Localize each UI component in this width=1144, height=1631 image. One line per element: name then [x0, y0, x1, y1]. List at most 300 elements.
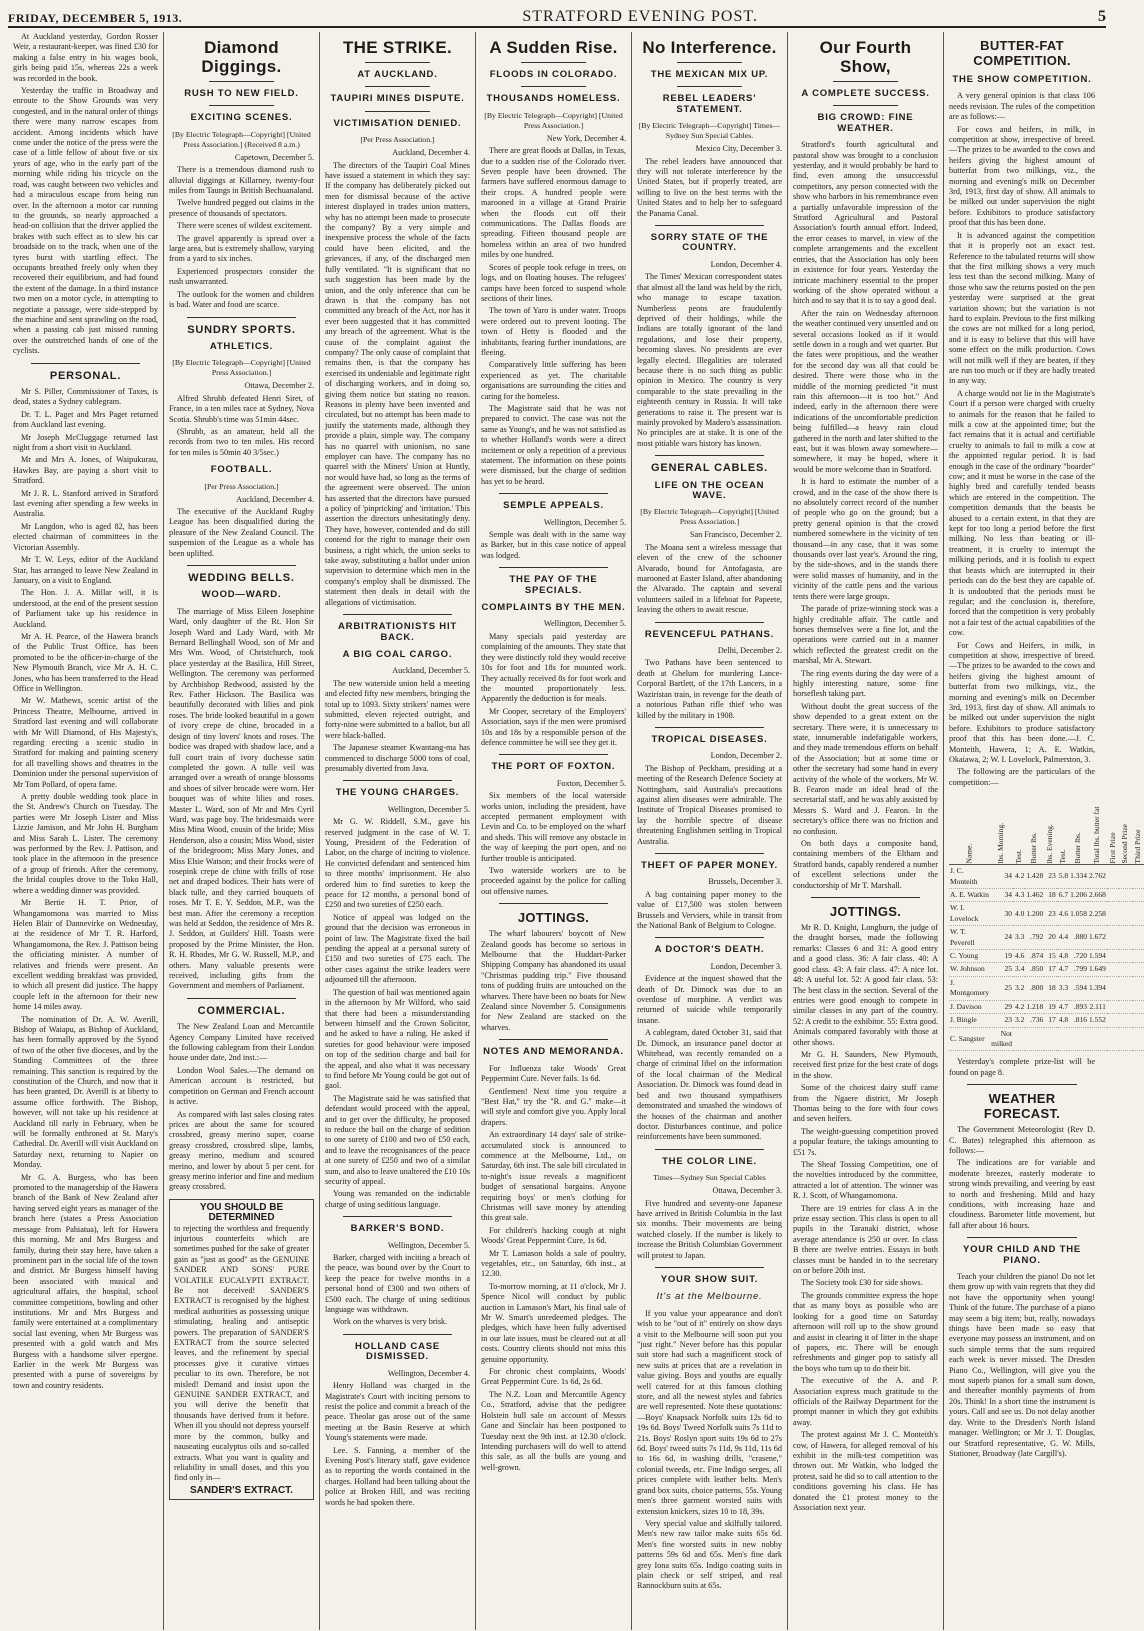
paragraph: For Influenza take Woods' Great Peppermint Cure. Never fails. 1s 6d.	[481, 1063, 626, 1084]
paragraph: On both days a composite band, containing members of the Eltham and Stratford bands, capably rendered a number of excellent selections under the conductorship of Mr T. Marshall.	[793, 839, 938, 890]
suit-heading: YOUR SHOW SUIT.	[660, 1273, 759, 1285]
table-column-header: lbs. Morning.	[990, 792, 1013, 865]
flood-credit: [By Electric Telegraph—Copyright] [United Press Association.]	[484, 110, 623, 130]
table-cell: .880	[1069, 926, 1088, 950]
table-cell: 1.058	[1069, 902, 1088, 926]
mex-dateline: Mexico City, December 3.	[695, 144, 782, 154]
jottings-heading: JOTTINGS.	[517, 910, 590, 926]
paragraph: The executive of the A. and P. Association express much gratitude to the officials of the Railway Department for the prompt manner in which they got exhibits away.	[793, 1376, 938, 1427]
mex-credit: [By Electric Telegraph—Copyright] Times—Sydney Sun Special Cables.	[638, 121, 781, 141]
table-column-header: Test.	[1013, 792, 1025, 865]
table-column-header: Butter lbs.	[1025, 792, 1044, 865]
table-cell: 34	[990, 865, 1013, 889]
table-cell: .594	[1069, 976, 1088, 1000]
table-cell	[1119, 926, 1131, 950]
flood-dateline: New York, December 4.	[546, 133, 626, 143]
masthead	[8, 4, 1106, 28]
table-cell	[1132, 889, 1144, 902]
paragraph: Two waterside workers are to be proceeded against by the police for calling out offensive names.	[481, 866, 626, 896]
table-cell: .800	[1025, 976, 1044, 1000]
paragraph: The Bishop of Peckham, presiding at a meeting of the Research Defence Society at Nottingham, said Australia's precautions against alien diseases were admirable. The Institute of Tropical Diseases promised to lay the horrible spectre of disease threatening Englishmen settling in Tropical Australia.	[637, 763, 782, 846]
strike-dateline: Auckland, December 4.	[392, 148, 470, 158]
table-cell: 2.668	[1088, 889, 1107, 902]
table-cell	[1132, 950, 1144, 963]
paragraph: Mr S. Piller, Commissioner of Taxes, is dead, states a Sydney cablegram.	[13, 387, 158, 407]
table-cell: 2.111	[1088, 1000, 1107, 1013]
young-dateline: Wellington, December 5.	[387, 804, 470, 814]
wedding-sub: WOOD—WARD.	[201, 589, 282, 601]
doctor-heading: A DOCTOR'S DEATH.	[654, 944, 765, 956]
table-cell: 2.258	[1088, 902, 1107, 926]
sub-homeless: THOUSANDS HOMELESS.	[486, 93, 621, 105]
table-header	[949, 792, 1144, 865]
paragraph: Comparatively little suffering has been experienced as yet. The charitable organisations are surrounding the cities and caring for the homeless.	[481, 360, 626, 401]
paragraph: There are great floods at Dallas, in Texas, due to a sudden rise of the Colorado river. Seven people have been drowned. The farmers have suffered enormous damage to their crops. A hundred people were marooned in a village at Grand Prairie when the floods cut off their communications. The Dallas floods are spreading. Fifteen thousand people are homeless within an area of two hundred miles by one hundred.	[481, 146, 626, 260]
sorry-story	[637, 272, 782, 449]
table-cell: .720	[1069, 950, 1088, 963]
paragraph: Lee. S. Fanning, a member of the Evening Post's literary staff, gave evidence as to reporting the words contained in the charges. Holland had been talking about the police at Broken Hill, and was reciting words he had spoken there.	[325, 1445, 470, 1507]
athletics-credit: [By Electric Telegraph—Copyright] [United Press Association.]	[172, 358, 311, 378]
sub-auckland: AT AUCKLAND.	[357, 69, 438, 80]
paragraph: Mr T. W. Leys, editor of the Auckland Star, has arranged to leave New Zealand in January, on a visit to England.	[13, 555, 158, 585]
table-cell: 6.7	[1057, 889, 1069, 902]
table-cell: 25	[990, 976, 1013, 1000]
table-cell	[1119, 1014, 1131, 1027]
table-cell: 4.8	[1057, 950, 1069, 963]
table-cell: 3.3	[1057, 976, 1069, 1000]
table-cell	[1107, 926, 1119, 950]
paragraph: The Society took £30 for side shows.	[801, 1278, 923, 1288]
table-cell: Not milked	[990, 1027, 1013, 1051]
paragraph: The New Zealand Loan and Mercantile Agency Company Limited have received the following cablegram from their London house under date, 2nd inst.:—	[169, 1022, 314, 1063]
paragraph: Notice of appeal was lodged on the ground that the decision was erroneous in point of law. The Magistrate fixed the bail pending the appeal at a personal surety of £150 and two sureties of £75 each. The other cases against the strike leaders were adjourned till the afternoon.	[325, 912, 470, 985]
commercial-heading: COMMERCIAL.	[197, 1004, 286, 1017]
foxton-heading: THE PORT OF FOXTON.	[491, 761, 616, 773]
paragraph: The directors of the Taupiri Coal Mines have issued a statement in which they say: If the company has deliberately picked out men for dismissal because of the active interest displayed in trades union matters, why has no attempt been made to prosecute the company? By a very simple and inexpensive process the whole of the facts could have been elicited, and the grievances, if any, of the discharged men fully ventilated. "It is significant that no such suggestion has been made by the union, and the only inference that can be drawn is that the company has not committed any breach of the Act, nor has it ever been suggested that it has committed any breach of the agreement. What is the cause of the complaint against the company? The only cause of complaint that remains then, is that the company has exercised its undeniable and legitimate right of discharging workers, and in doing so, giving them notice but stating no reason. Reasons in plenty have been invented and circulated, but no attempt has been made to justify the statements made, although they provide a plain, simple way. The company has no quarrel with unionism, no sane employer can have. The company has no quarrel with the Miners' Union at Huntly, nor would have had, so long as the terms of the agreement were observed. The union has asserted that the directors have pursued a policy of 'pinpricking' and 'irritation.' This assertion the directors unhesitatingly deny. They have, however, contended and do still contend for the right to manage their own business, a right which, the union seeks to take away, substituting a ballot under union supervision to determine which men in the company's employ shall be dismissed. The statement then deals in detail with the allegations of victimisation.	[325, 160, 470, 607]
table-cell: W. Johnson	[949, 963, 990, 976]
paragraph: Work on the wharves is very brisk.	[333, 1317, 448, 1327]
notes-heading: NOTES AND MEMORANDA.	[483, 1046, 624, 1058]
table-cell: .816	[1069, 1014, 1088, 1027]
table-cell	[1107, 1027, 1119, 1051]
headline-butterfat: BUTTER-FAT COMPETITION.	[973, 38, 1071, 68]
paragraph: The Moana sent a wireless message that eleven of the crew of the schooner Alvarado, bound for Antofagasta, are marooned at Easter Island, after abandoning the Alvarado. The captain and several volunteers sailed in a lifeboat for Papeete, leaving the others to await rescue.	[637, 542, 782, 615]
sanders-ad	[169, 1199, 314, 1500]
table-row	[949, 889, 1144, 902]
prize-note: Yesterday's complete prize-list will be found on page 8.	[949, 1057, 1095, 1077]
holland-heading: HOLLAND CASE DISMISSED.	[354, 1340, 441, 1363]
table-cell	[1132, 902, 1144, 926]
table-cell	[1132, 1014, 1144, 1027]
ad-text: to rejecting the worthless and frequently injurious counterfeits which are sometimes pushed for the sake of greater gain as "just as good" as the GENUINE SANDER AND SONS' PURE VOLATILE EUCALYPTI EXTRACT. Be not deceived! SANDER'S EXTRACT is recognised by the highest medical authorities as possessing unique stimulating, healing and antiseptic powers. The preparation of SANDER'S EXTRACT from the source selected leaves, and the refinement by special processes give it curative virtues peculiar to its own. Therefore, be not misled! Demand and insist upon the GENUINE SANDER EXTRACT, and you will derive the benefit that thousands have derived from it before. When ill you should not depress yourself more by the common, bulky and nauseating eucalyptus oils and so-called extracts. What you want is quality and reliability in small doses, and this you find only in—	[174, 1223, 309, 1483]
paragraph: Dr. T. L. Paget and Mrs Paget returned from Auckland last evening.	[13, 409, 158, 430]
personal-heading: PERSONAL.	[49, 369, 122, 382]
young-heading: THE YOUNG CHARGES.	[335, 787, 460, 799]
cables-sub: LIFE ON THE OCEAN WAVE.	[654, 479, 765, 501]
cables-dateline: San Francisco, December 2.	[689, 530, 782, 540]
paragraph: An extraordinary 14 days' sale of strike-accumulated stock is announced to commence at the Melbourne, Ltd., on Saturday, 6th inst. The sale bill circulated in to-night's issue reveals a magnificent budget of sensational bargains. Anyone requiring boys' or men's clothing for Christmas will save money by attending this great sale.	[481, 1130, 626, 1223]
paragraph: It is advanced against the competition that it is properly not an exact test. Reference to the tabulated returns will show that the first milking shows a very much less test than the second milking. Many of those who saw the returns posted on the pen yesterday were surprised at the great variation shown; but the variation is not hard to explain. Previous to the first milking the cows are not milked for a long period, and it is easy to believe that this will have some effect on the milk production. Cows will not milk well if they are beaten, if they are run too much or if they are badly treated in any way.	[949, 230, 1095, 386]
paragraph: Experienced prospectors consider the rush unwarranted.	[169, 266, 314, 287]
table-cell	[1069, 1027, 1088, 1051]
table-cell	[1107, 902, 1119, 926]
wedding-story	[169, 607, 314, 992]
table-cell	[1132, 1000, 1144, 1013]
trop-story	[637, 764, 782, 847]
paragraph: A pretty double wedding took place in the St. Andrew's Church on Tuesday. The parties were Mr Joseph Lister and Miss Lizzie Jamison, and Mr John H. Burgham and Miss Sarah L. Lister. The ceremony was performed by the Rev. J. Pattison, and took place in the afternoon in the presence of a group of friends. After the ceremony, the bridal couples drove to the Toko Hall, where a wedding dinner was provided.	[13, 792, 158, 895]
barker-heading: BARKER'S BOND.	[350, 1223, 445, 1235]
holland-story	[325, 1381, 470, 1508]
page-number: 5	[1097, 8, 1106, 25]
arb-story	[325, 679, 470, 775]
table-cell: .799	[1069, 963, 1088, 976]
paragraph: It is hard to estimate the number of a crowd, and in the case of the show there is no absolutely correct record of the number of people who go on the ground; but a pretty general opinion is that the crowd numbered somewhere in the vicinity of ten thousand—in any case, that it was some thousands over last year's. Around the ring, by the side-shows, and in the stands there were solid masses of humanity, and in the vicinity of the cattle pens and the various tents there were large groups.	[793, 477, 938, 601]
paragraph: The nomination of Dr. A. W. Averill, Bishop of Waiapu, as Bishop of Auckland, has been formally approved by the Synod of two of the other five dioceses, and by the Standing Committees of the three remaining. This sanction is required by the constitution of the Church, and now that it has been granted, Dr. Averill is at liberty to assume office forthwith. The Bishop, however, will not take up his residence at Auckland till early in February, when he will be formally enthroned at St. Mary's Cathedral. Dr. Averill will visit Auckland on Saturday next, returning to Napier on Monday.	[13, 1014, 158, 1170]
show-jottings	[793, 923, 938, 1513]
sub-taupiri: TAUPIRI MINES DISPUTE.	[330, 93, 465, 105]
jottings-story	[481, 929, 626, 1033]
foxton-story	[481, 791, 626, 897]
football-credit: [Per Press Association.]	[204, 481, 279, 491]
table-cell	[1132, 1027, 1144, 1051]
paragraph: For children's hacking cough at night Woods' Great Peppermint Cure, 1s 6d.	[481, 1225, 626, 1246]
table-column-header: lbs. Evening.	[1044, 792, 1056, 865]
table-cell: 3.2	[1013, 976, 1025, 1000]
sub-crowd: BIG CROWD: FINE WEATHER.	[817, 112, 914, 134]
table-cell: C. Sangster	[949, 1027, 990, 1051]
paragraph: A bag containing paper money to the value of £17,500 was stolen between Brussels and Verviers, while in transit from the National Bank of Belgium to Cologne.	[637, 889, 782, 930]
column-4	[476, 32, 632, 1630]
paragraph: For cows and heifers, in milk, in competition at show, irrespective of breed.—The prizes to be awarded to the cows and heifers giving the highest amount of butterfat from two milkings, viz., the morning and evening's milk on December 3rd, 1913, first day of show. All animals to be milked out under supervision the night before. Exhibitors to produce satisfactory proof that this has been done.	[949, 124, 1095, 228]
table-cell: 18	[1044, 889, 1056, 902]
paragraph: The new waterside union held a meeting and elected fifty new members, bringing the total up to 1093. Sixty strikers' names were submitted, eleven rejected outright, and forty-nine were submitted to a ballot, but all were black-balled.	[325, 678, 470, 740]
football-heading: FOOTBALL.	[210, 464, 273, 476]
revenge-story	[637, 658, 782, 720]
piano-story	[949, 1272, 1095, 1459]
issue-date: FRIDAY, DECEMBER 5, 1913.	[8, 11, 183, 25]
paragraph: The executive of the Auckland Rugby League has been disqualified during the pleasure of the New Zealand Council. The suspension of the League as a whole has been uplifted.	[169, 506, 314, 558]
weather-story	[949, 1125, 1095, 1231]
strike-story	[325, 161, 470, 608]
athletics-heading: ATHLETICS.	[209, 340, 274, 352]
paragraph: The Magistrate said he was satisfied that defendant would proceed with the appeal, and to get over the difficulty, he proposed to reduce the bail on the charge of sedition to one surety of £100 and two of £50 each, and to leave the recognisances of the peace at one surety of £250 and two of a similar sum, and also to leave unaltered the £10 10s security of appeal.	[325, 1093, 470, 1186]
arb-dateline: Auckland, December 5.	[392, 666, 470, 676]
holland-dateline: Wellington, December 4.	[387, 1368, 470, 1378]
flood-story	[481, 146, 626, 487]
table-column-header: Second Prize	[1119, 792, 1131, 865]
table-column-header: Name.	[949, 792, 990, 865]
paragraph: Mr Bertie H. T. Prior, of Whangamomona was married to Miss Helen Blair of Dannevirke on Wednesday, at the residence of Mr T. R. Harford, Whangamomona, the Rev. J. Pattison being the officiating minister. A number of relatives and friends were present. An excellent wedding breakfast was provided, to which all present did justice. The happy couple left in the afternoon for their new home 14 miles away.	[13, 898, 158, 1012]
paragraph: Very special value and skilfully tailored. Men's new raw tailor make suits 65s 6d. Men's fine worsted suits in new nobby patterns 59s 6d and 65s. Men's fine dark grey Iona suits 65s. Indigo coating suits in plain check or self striped, and real Rannockburn suits at 65s.	[637, 1518, 782, 1591]
columns	[8, 32, 1142, 1630]
arb-sub: A BIG COAL CARGO.	[342, 648, 453, 660]
table-body	[949, 865, 1144, 1051]
table-cell	[1107, 1014, 1119, 1027]
paragraph: Mr A. H. Pearce, of the Hawera branch of the Public Trust Office, has been promoted to be the officer-in-charge of the New Plymouth Branch, vice Mr A. H. C. Jones, who has been transferred to the Head Office in Wellington.	[13, 631, 158, 693]
paragraph: At Auckland yesterday, Gordon Rosser Weir, a restaurant-keeper, was fined £30 for making a false entry in his wages book, girls being paid 15s, whereas 22s a week was recorded in the book.	[13, 32, 158, 83]
table-cell: J. Bingle	[949, 1014, 990, 1027]
theft-story	[637, 890, 782, 932]
sundry-heading: SUNDRY SPORTS.	[187, 323, 296, 336]
column-2	[164, 32, 320, 1630]
table-cell	[1119, 950, 1131, 963]
table-cell	[1132, 926, 1144, 950]
paragraph: Stratford's fourth agricultural and pastoral show was brought to a conclusion yesterday, and it would probably be hard to find, even among the unsuccessful competitors, any person connected with the show who harbors in his remembrance even a partially unfavorable impression of the Stratford Agricultural and Pastoral Association's fourth annual effort. Indeed, the error ceases to marvel, in view of the complete arrangements and the excellent entries, that the Association has only been in existence for four years. Yesterday the intricate machinery essential to the proper working of the show operated without a hitch and to say that it is to say a good deal.	[793, 140, 938, 306]
table-cell: 3.4	[1013, 963, 1025, 976]
young-story	[325, 817, 470, 1210]
paragraph: The rebel leaders have announced that they will not tolerate interference by the United States, but if properly treated, are willing to live on the best terms with the United States and to help her to safeguard the Panama Canal.	[637, 156, 782, 218]
sub-floods: FLOODS IN COLORADO.	[489, 69, 618, 80]
table-column-header: Butter lbs.	[1069, 792, 1088, 865]
sub-mexican: THE MEXICAN MIX UP.	[650, 69, 769, 80]
paragraph: The town of Yaro is under water. Troops were ordered out to prevent looting. The town of Hetty is flooded and the inhabitants, fearing further inundations, are fleeing.	[481, 306, 626, 357]
table-cell: 1.218	[1025, 1000, 1044, 1013]
table-cell	[1107, 1000, 1119, 1013]
table-cell: 4.7	[1057, 1000, 1069, 1013]
wedding-heading: WEDDING BELLS.	[188, 572, 295, 584]
athletics-dateline: Ottawa, December 2.	[244, 381, 314, 391]
table-cell: C. Young	[949, 950, 990, 963]
table-cell: 1.552	[1088, 1014, 1107, 1027]
table-row	[949, 865, 1144, 889]
paragraph: The Times' Mexican correspondent states that almost all the land was held by the rich, who manage to escape taxation. Numberless peons are fraudulently deprived of their holdings, while the Indians are totally ignorant of the land regulations, and lose their property, becoming slaves. No presidents are ever legally elected. Illegalities are tolerated because there is no such thing as public opinion in Mexico. The country is very comparable to the state prevailing in the eighteenth century in Russia. It will take generations to raise it. The present war is mainly provoked by Madero's assassination. No principles are at stake. It is one of the most pitiable wars history has known.	[637, 272, 782, 448]
table-cell: .792	[1025, 926, 1044, 950]
credit-line: [By Electric Telegraph—Copyright] [United Press Association.] (Received 8 a.m.)	[172, 129, 311, 149]
cables-credit: [By Electric Telegraph—Copyright] [United Press Association.]	[640, 507, 779, 527]
headline-interference: No Interference.	[642, 38, 777, 57]
show-jottings-heading: JOTTINGS.	[829, 904, 902, 920]
paragraph: The Hon. J. A. Millar will, it is understood, at the end of the present session of Parliament take up his residence in Auckland.	[13, 588, 158, 629]
paragraph: Young was remanded on the indictable charge of using seditious language.	[325, 1189, 470, 1209]
paragraph: Scores of people took refuge in trees, on logs, and on floating houses. The refugees' camps have been forced to suspend whole sections of their lines.	[481, 262, 626, 303]
table-row	[949, 950, 1144, 963]
foxton-dateline: Foxton, December 5.	[556, 778, 626, 788]
local-news	[13, 32, 158, 357]
table-cell: 1.428	[1025, 865, 1044, 889]
butterfat-table	[949, 792, 1144, 1051]
show-story	[793, 140, 938, 891]
table-cell: 4.6	[1057, 902, 1069, 926]
paragraph: Mr Cooper, secretary of the Employers' Association, says if the men were promised 10s and 18s by a responsible person of the defence committee he will see they get it.	[481, 706, 626, 747]
table-cell: 23	[1044, 865, 1056, 889]
table-cell	[1132, 963, 1144, 976]
strike-credit: [Per Press Association.]	[360, 135, 435, 145]
table-cell: 1.672	[1088, 926, 1107, 950]
table-cell: W. I. Lovelock	[949, 902, 990, 926]
paragraph: London Wool Sales.—The demand on American account is restricted, but competition on German and French account is active.	[169, 1065, 314, 1107]
table-column-header: First Prize	[1107, 792, 1119, 865]
paragraph: To-morrow morning, at 11 o'clock, Mr J. Spence Nicol will conduct by public auction in Lamason's Mart, his final sale of Mr W. Smart's unredeemed pledges. The pledges, which have been fully advertised in our late issues, must be cleared out at all costs. Country clients should not miss this genuine opportunity.	[481, 1281, 626, 1364]
doctor-dateline: London, December 3.	[710, 961, 782, 971]
table-cell	[1119, 1000, 1131, 1013]
table-cell	[1119, 889, 1131, 902]
sub-rebel: REBEL LEADERS' STATEMENT.	[662, 93, 757, 115]
paragraph: A cablegram, dated October 31, said that Dr. Dimock, an insurance panel doctor at Whitehead, was recently remanded on a charge of criminal libel on the information of the local chairman of the Medical Association. Dr. Dimock was found dead in bed and two thousand sympathisers demonstrated and smashed the windows of the houses of the chairman and another doctor. Disturbances continue, and police reinforcements have been summoned.	[637, 1028, 782, 1142]
table-cell	[1057, 1027, 1069, 1051]
table-cell: .893	[1069, 1000, 1088, 1013]
table-cell	[1107, 889, 1119, 902]
table-row	[949, 902, 1144, 926]
table-cell	[1119, 902, 1131, 926]
paragraph: Mr G. W. Riddell, S.M., gave his reserved judgment in the case of W. T. Young, President of the Federation of Labor, on the charge of inciting to violence. He convicted defendant and sentenced him to three months' imprisonment. He also ordered him to find sureties to keep the peace for 12 months, a personal bond of £250 and two sureties of £250 each.	[325, 817, 470, 910]
table-cell: 4.8	[1057, 1014, 1069, 1027]
table-cell: 24	[990, 926, 1013, 950]
athletics-story	[169, 394, 314, 458]
theft-dateline: Brussels, December 3.	[708, 877, 782, 887]
paragraph: Mr J. R. L. Stanford arrived in Stratford last evening after spending a few weeks in Australia.	[13, 488, 158, 519]
paragraph: Mr T. Lamason holds a sale of poultry, vegetables, etc., on Saturday, 6th inst., at 12.30.	[481, 1248, 626, 1279]
table-cell: 3.3	[1013, 926, 1025, 950]
pay-heading: THE PAY OF THE SPECIALS.	[509, 574, 598, 596]
table-cell: 29	[990, 1000, 1013, 1013]
table-cell: A. E. Watkin	[949, 889, 990, 902]
paragraph: The marriage of Miss Eileen Josephine Ward, only daughter of the Rt. Hon Sir Joseph Ward and Lady Ward, with Mr Bernard Bellinghall Wood, son of Mr and Mrs Wm. Wood, of Christchurch, took place yesterday at the Basilica, Hill Street, Wellington. The ceremony was performed by Archbishop Redwood, assisted by the Rev. Father Hickson. The Basilica was beautifully decorated with lilies and pink roses. The bride looked beautiful in a gown of ivory crepe de chine, brocaded in a design of tiny lovers' knots and roses. The bodice was draped with shadow lace, and a full court train of ivory duchesse satin completed the gown. A tulle veil was arranged over a wreath of orange blossoms and shoes of silver brocade were worn. Her bouquet was of white lilies and roses. Master L. Ward, son of Mr and Mrs Cyril Ward, was page boy. The bridesmaids were Miss Mina Wood, cousin of the bride; Miss Henderson, also a cousin; Miss Wood, sister of the bridegroom; Miss Mary Jones, and Miss Elsie Watson; and their frocks were of rosepink crepe de chine with frills of rose net and draped bodices. Their hats were of black tulle, and they carried bouquets of roses. Mr T. E. Y. Seddon, M.P., was the best man. After the ceremony a reception was held at Seddon, the residence of Mrs R. J. Seddon, at Guilders' Hill. Toasts were proposed by the Prime Minister, the Hon. R. H. Rhodes, Mr G. W. Russell, M.P., and others. Many valuable presents were received, including gifts from the Government and members of Parliament.	[169, 606, 314, 991]
table-cell: 15	[1044, 950, 1056, 963]
sorry-dateline: London, December 4.	[710, 259, 782, 269]
paragraph: Alfred Shrubb defeated Henri Siret, of France, in a ten miles race at Sydney, Nova Scotia. Shrubb's time was 51min 44sec.	[169, 393, 314, 424]
paragraph: Barker, charged with inciting a breach of the peace, was bound over by the Court to keep the peace for twelve months in a personal bond of £300 and two others of £500 each. The charge of using seditious language was withdrawn.	[325, 1253, 470, 1315]
table-cell: 4.2	[1013, 1000, 1025, 1013]
paragraph: The Government Meteorologist (Rev D. C. Bates) telegraphed this afternoon as follows:—	[949, 1125, 1095, 1155]
paragraph: The Magistrate said that he was not prepared to convict. The case was not the same as Young's, and he was not satisfied as to whether Holland's words were a direct incitement or only a repetition of a previous statement. The information on these points were dismissed, but the charge of sedition has yet to be heard.	[481, 403, 626, 486]
table-cell: 1.206	[1069, 889, 1088, 902]
paragraph: The N.Z. Loan and Mercantile Agency Co., Stratford, advise that the pedigree Holstein bull sale on account of Messrs Gane and Sinclair has been postponed to Tuesday next the 9th inst. at 12.30 o'clock. Intending purchasers will do well to attend this sale, as all the bulls are young and well-grown.	[481, 1389, 626, 1472]
paragraph: A charge would not lie in the Magistrate's Court if a person were charged with cruelty to animals for the reason that he failed to milk a cow at the appointed time; but the fact remains that it is actual and certifiable cruelty to animals to fail to milk a cow at the appointed regular period. It is bad enough in the case of the ordinary "boarder" cow; and it must be worse in the case of the highly bred and carefully tended beasts which are entered in the competition. The competition demands that the beasts be abused to a certain extent, in that they are kept for too long a period before the first milking. No less than beating or ill-treatment, it is cruelty to interrupt the milking periods, and it is foolish to expect that beasts which are interrupted in their periods can do the best they are capable of. It is undoubted that the periods must be regular; and the conclusion is, therefore, forced that the competition is very probably not a fair test of the actual capabilities of the cow.	[949, 388, 1095, 638]
table-row	[949, 976, 1144, 1000]
paragraph: The indications are for variable and moderate breezes, easterly moderate to strong winds prevailing, and veering by east to north and freshening. Mild and hazy conditions, with increasing haze and cloudiness. Barometer little movement, but fall after about 16 hours.	[949, 1158, 1095, 1230]
butterfat-story	[949, 91, 1095, 788]
pay-story	[481, 632, 626, 748]
table-cell: .850	[1025, 963, 1044, 976]
table-row	[949, 926, 1144, 950]
paragraph: Mr G. A. Burgess, who has been promoted to the managership of the Hawera branch of the Bank of New Zealand after having served eight years as manager of the branch here (states a Press Association message from Pahiatua), left for Hawera this morning. Mr and Mrs Burgess and family, during their stay here, have taken a prominent part in the social life of the town and district. Mr Burgess himself having been associated with musical and agricultural affairs, the hospital, school committee competitions, bowling and other institutions. Mr and Mrs Burgess and family were entertained at a complimentary social last evening, when Mr Burgess was presented with a gold watch and Mrs Burgess with a handsome silver epergne. Earlier in the week Mr Burgess was presented with a purse of sovereigns by town and country residents.	[13, 1172, 158, 1390]
paragraph: Mr G. H. Saunders, New Plymouth, received first prize for the best crate of dogs in the show.	[793, 1049, 938, 1080]
table-cell: 1.462	[1025, 889, 1044, 902]
sub-competition: THE SHOW COMPETITION.	[952, 74, 1092, 85]
table-cell: 18	[1044, 976, 1056, 1000]
mex-story	[637, 157, 782, 219]
paragraph: The following are the particulars of the competition:—	[949, 767, 1095, 787]
table-cell: 4.4	[1057, 926, 1069, 950]
paragraph: If you value your appearance and don't wish to be "out of it" entirely on show days a visit to the Melbourne will soon put you "just right." Never before has this popular suit store had such a magnificent stock of new suits at prices that are a revelation in value giving. Boys and youths are equally well catered for at this famous clothing store, and all the newest styles and fabrics are well represented. Note these quotations:—Boys' Knapsack Norfolk suits 12s 6d to 19s 6d. Boys' Tweed Norfolk suits 7s 11d to 21s. Boys' Roslyn sport suits 19s 6d to 27s 6d. Boys' tweed suits 7s 11d, 9s 11d, 11s 6d to 16s 6d, in washing drills, "crasene," colonial tweeds, etc. Fine Indigo serges, all prices complete with leather belts. Men's grand box suits, choice patterns, 55s. Young men's three garment worsted suits with extension knickers, sizes 10 to 18, 39s.	[637, 1308, 782, 1516]
paragraph: For chronic chest complaints, Woods' Great Peppermint Cure. 1s 6d, 2s 6d.	[481, 1367, 626, 1387]
paragraph: The gravel apparently is spread over a large area, but is extremely shallow, varying from a yard to six inches.	[169, 233, 314, 264]
paragraph: (Shrubb, as an amateur, held all the records from two to ten miles. His record for ten miles is 50min 40 3/5sec.)	[169, 426, 314, 457]
table-cell	[1107, 963, 1119, 976]
color-credit: Times—Sydney Sun Special Cables	[653, 1173, 766, 1183]
table-cell: 19	[1044, 1000, 1056, 1013]
paragraph: There is a tremendous diamond rush to alluvial diggings at Killarney, twenty-four miles from Taungs in British Bechuanaland.	[169, 165, 314, 196]
semple-heading: SEMPLE APPEALS.	[503, 500, 604, 512]
paragraph: The question of bail was mentioned again in the afternoon by Mr Wilford, who said that there had been a misunderstanding between himself and the Crown Solicitor, and he asked to have a ruling. He asked if sureties for good behaviour were imposed on top of the sedition charge and bail for the appeal, and also what it was necessary to find before Mr Young could be got out of gaol.	[325, 987, 470, 1091]
weather-heading: WEATHER FORECAST.	[983, 1091, 1061, 1122]
paragraph: Evidence at the inquest showed that the death of Dr. Dimock was due to an overdose of morphine. A verdict was returned of suicide while temporarily insane.	[637, 974, 782, 1025]
table-cell: .736	[1025, 1014, 1044, 1027]
sub-scenes: EXCITING SCENES.	[190, 112, 293, 124]
suit-story	[637, 1309, 782, 1592]
table-cell: 5.8	[1057, 865, 1069, 889]
paragraph: Five hundred and seventy-one Japanese have arrived in British Columbia in the last six months. Their movements are being watched closely. If the number is likely to increase the British Columbian Government will protest to Japan.	[637, 1198, 782, 1260]
headline-strike: THE STRIKE.	[342, 38, 453, 57]
notes-story	[481, 1064, 626, 1473]
ad-title: YOU SHOULD BE DETERMINED	[199, 1201, 284, 1224]
color-dateline: Ottawa, December 3.	[712, 1186, 782, 1196]
headline-diamond: Diamond Diggings.	[201, 38, 282, 76]
table-cell: 3.2	[1013, 1014, 1025, 1027]
paragraph: Mr Langdon, who is aged 82, has been elected chairman of committees in the Victorian Assembly.	[13, 521, 158, 552]
paragraph: The wharf labourers' boycott of New Zealand goods has become so serious in Melbourne that the Huddart-Parker Shipping Company has abandoned its usual "Christmas pudding trip." Five thousand tons of pudding fruits are untouched on the wharves. There have been no boats for New Zealand since November 5. Consignments for New Zealand are stacked on the wharves.	[481, 929, 626, 1032]
dateline: Capetown, December 5.	[234, 152, 314, 162]
table-row	[949, 1000, 1144, 1013]
paragraph: There are 19 entries for class A in the prize essay section. This class is open to all pupils in the Taranaki district, whose average attendance is 250 or over. In class B there are twelve entries. Essays in both classes must be handed in to the secretary on or before 20th inst.	[793, 1203, 938, 1276]
paragraph: After the rain on Wednesday afternoon the weather continued very unsettled and on several occasions looked as if it would settle down in a rough and wet quarter. But the fates were propitious, and the weather for the second day was all that could be desired. There were those who in the middle of the morning predicted "it must rain this afternoon—it is too hot." And indeed, early in the afternoon there were indications of the uncomfortable prediction being fulfilled—a heavy rain cloud gathered in the north and later shifted to the east, but it was blown away somewhere—somewhere, it may be hoped, where it would be more welcome than in Stratford.	[793, 308, 938, 474]
paragraph: Without doubt the great success of the show depended to a great extent on the secretary. There were, it is unnecessary to state, innumerable indefatigable workers, and they made tremendous efforts on behalf of the Association; but at some time or other the secretary had some hand in every activity of the whole of the workers. Mr W. B. Fearon made an ideal head of the secretarial staff, and he was ably assisted by Messrs S. Ward and J. Fearon. In the secretary's office there was no friction and no confusion.	[793, 701, 938, 836]
table-cell: 4.7	[1057, 963, 1069, 976]
sub-victimisation: VICTIMISATION DENIED.	[333, 117, 462, 129]
paragraph: The outlook for the women and children is bad. Water and food are scarce.	[169, 289, 314, 310]
column-1	[8, 32, 164, 1630]
table-cell: 4.3	[1013, 889, 1025, 902]
pay-dateline: Wellington, December 5.	[543, 619, 626, 629]
table-cell: J. Montgomery	[949, 976, 990, 1000]
table-cell: 1.334	[1069, 865, 1088, 889]
paragraph: Two Pathans have been sentenced to death at Ghelum for murdering Lance-Corporal Bartlett, of the 17th Lancers, in a Waziristan train, in revenge for the death of a notorious Pathan rifle thief who was killed by the military in 1908.	[637, 658, 782, 720]
semple-dateline: Wellington, December 5.	[543, 517, 626, 527]
table-cell: 30	[990, 902, 1013, 926]
table-cell: 1.200	[1025, 902, 1044, 926]
sub-rush: RUSH TO NEW FIELD.	[184, 88, 299, 99]
table-column-header: Third Prize	[1132, 792, 1144, 865]
table-cell	[1107, 865, 1119, 889]
paragraph: The protest against Mr J. C. Monteith's cow, of Hawera, for alleged removal of his exhibit in the milk-test competition was thrown out. Mr Watkin, who lodged the protest, said he did so to call attention to the conditions governing his class. He has donated the £1 protest money to the Association next year.	[793, 1430, 938, 1512]
table-column-header: Test.	[1057, 792, 1069, 865]
trop-dateline: London, December 2.	[710, 751, 782, 761]
table-cell: 2.762	[1088, 865, 1107, 889]
commercial-story	[169, 1022, 314, 1193]
doctor-story	[637, 974, 782, 1143]
table-cell: 17	[1044, 963, 1056, 976]
table-cell: W. T. Peverell	[949, 926, 990, 950]
headline-rise: A Sudden Rise.	[489, 38, 618, 57]
color-story	[637, 1199, 782, 1261]
table-cell: 1.649	[1088, 963, 1107, 976]
theft-heading: THEFT OF PAPER MONEY.	[641, 859, 778, 871]
column-7	[944, 32, 1142, 1630]
table-cell	[1013, 1027, 1025, 1051]
table-cell	[1119, 976, 1131, 1000]
table-cell: J. C. Monteith	[949, 865, 990, 889]
sub-success: A COMPLETE SUCCESS.	[801, 88, 930, 99]
table-cell: 1.394	[1088, 976, 1107, 1000]
paragraph: For Cows and Heifers, in milk, in competition at show, irrespective of breed.—The prizes to be awarded to the cows and heifers giving the highest amount of butterfat from two milkings, viz., the morning and evening's milk on December 3rd, 1913, first day of show. All animals to be milked out under supervision the night before. Exhibitors to produce satisfactory proof that this has been done.—J. C. Monteith, Hawera, 1; A. E. Watkin, Okaiawa, 2; W. I. Lovelock, Palmerston, 3.	[949, 640, 1095, 764]
headline-show: Our Fourth Show,	[819, 38, 912, 76]
table-cell	[1132, 976, 1144, 1000]
paragraph: Many specials paid yesterday are complaining of the amounts. They state that they were distinctly told they would receive 10s for foot and 18s for mounted work. They actually received 8s for foot work and the mounted proportionately less. Apparently the deduction is for meals.	[481, 631, 626, 704]
table-cell: 4.2	[1013, 865, 1025, 889]
table-cell: 23	[990, 1014, 1013, 1027]
table-cell: 1.594	[1088, 950, 1107, 963]
table-cell: 4.0	[1013, 902, 1025, 926]
table-cell: 34	[990, 889, 1013, 902]
barker-story	[325, 1253, 470, 1328]
suit-sub: It's at the Melbourne.	[656, 1291, 763, 1303]
table-row	[949, 963, 1144, 976]
paragraph: A very general opinion is that class 106 needs revision. The rules of the competition are as follows:—	[949, 91, 1095, 122]
paragraph: Semple was dealt with in the same way as Barker, but in this case notice of appeal was lodged.	[481, 530, 626, 560]
personal-notes	[13, 387, 158, 1391]
column-5	[632, 32, 788, 1630]
pay-sub: COMPLAINTS BY THE MEN.	[481, 602, 626, 614]
